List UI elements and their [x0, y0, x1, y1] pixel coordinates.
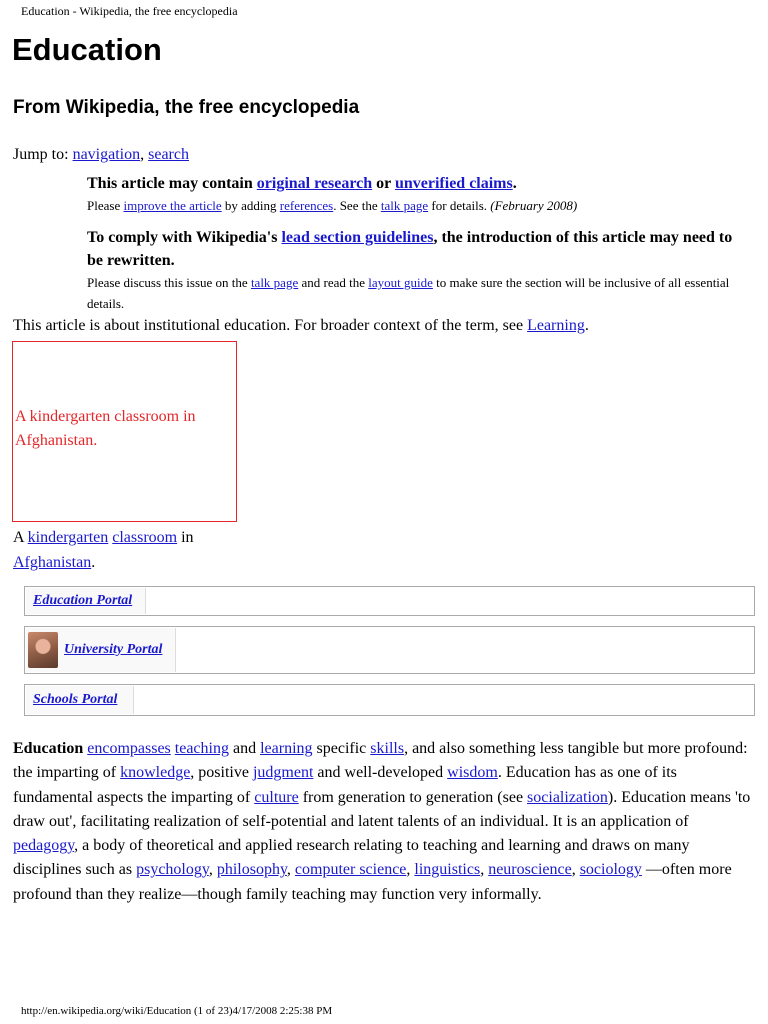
- talk-page-link[interactable]: talk page: [250, 275, 299, 290]
- jump-separator: ,: [140, 146, 149, 163]
- lead-section-guidelines-link[interactable]: lead section guidelines: [281, 229, 434, 246]
- portal-cell: [26, 686, 134, 714]
- paragraph-text: ). Education means 'to draw out', facilitating realization of self-potential and latent talents of an individual. It is an application of: [13, 788, 751, 830]
- paragraph-text: , positive: [190, 764, 253, 782]
- unverified-claims-link[interactable]: unverified claims: [394, 175, 513, 192]
- lead-term: Education: [13, 740, 84, 757]
- education-portal-box: [24, 586, 755, 616]
- computer-science-link[interactable]: computer science: [294, 861, 407, 879]
- university-portal-link[interactable]: University Portal: [64, 642, 163, 657]
- neuroscience-link[interactable]: neuroscience: [488, 861, 572, 879]
- afghanistan-link[interactable]: Afghanistan: [13, 554, 92, 571]
- encompasses-link[interactable]: encompasses: [87, 740, 171, 757]
- university-portal-box: [24, 626, 755, 674]
- notice-heading-text: To comply with Wikipedia's: [87, 229, 282, 246]
- jump-to-bar: [13, 145, 189, 165]
- notice-body: [87, 195, 747, 216]
- notice-body-text: by adding: [221, 198, 280, 213]
- notice-body-text: for details.: [428, 198, 491, 213]
- education-portal-link[interactable]: Education Portal: [33, 593, 133, 608]
- page-subtitle: From Wikipedia, the free encyclopedia: [13, 97, 360, 118]
- browser-title: Education - Wikipedia, the free encyclopedia: [21, 4, 238, 18]
- layout-guide-link[interactable]: layout guide: [368, 275, 433, 290]
- paragraph-text: , and also something less tangible but more profound: the imparting of: [13, 740, 748, 782]
- notice-heading-text: This article may contain: [87, 175, 257, 192]
- paragraph-text: ,: [571, 861, 580, 879]
- paragraph-text: , a body of theoretical and applied research relating to teaching and learning and draws on many disciplines such as: [13, 837, 690, 879]
- caption-text: in: [177, 529, 194, 546]
- judgment-link[interactable]: judgment: [252, 764, 314, 782]
- hatnote-text: .: [584, 317, 589, 334]
- talk-page-link[interactable]: talk page: [380, 198, 429, 213]
- notice-heading-text: .: [512, 175, 517, 192]
- learning-link[interactable]: Learning: [527, 317, 585, 334]
- notice-heading-text: , the introduction of this article may need to be rewritten.: [87, 229, 733, 269]
- paragraph-text: and well-developed: [313, 764, 448, 782]
- references-link[interactable]: references: [279, 198, 334, 213]
- notice-body-text: . See the: [333, 198, 381, 213]
- paragraph-text: from generation to generation (see: [298, 788, 528, 806]
- portal-cell: [26, 628, 176, 672]
- paragraph-text: ,: [406, 861, 415, 879]
- notice-body: [87, 272, 747, 314]
- image-alt-text: A kindergarten classroom in Afghanistan.: [15, 408, 196, 449]
- page-title: Education: [12, 32, 162, 67]
- culture-link[interactable]: culture: [254, 788, 299, 806]
- notice-heading: [87, 226, 747, 272]
- notice-heading-text: or: [372, 175, 395, 192]
- search-link[interactable]: search: [148, 146, 189, 163]
- university-portal-icon[interactable]: [28, 632, 58, 668]
- wisdom-link[interactable]: wisdom: [447, 764, 498, 782]
- improve-article-link[interactable]: improve the article: [123, 198, 222, 213]
- portal-cell: [26, 588, 146, 614]
- hatnote: [13, 316, 589, 336]
- paragraph-text: . Education has as one of its fundamental aspects the imparting of: [13, 764, 677, 806]
- hatnote-text: This article is about institutional education. For broader context of the term, see: [13, 317, 528, 334]
- notice-body-text: and read the: [298, 275, 369, 290]
- schools-portal-link[interactable]: Schools Portal: [33, 692, 118, 707]
- caption-text: .: [91, 554, 96, 571]
- paragraph-text: ,: [480, 861, 489, 879]
- skills-link[interactable]: skills: [370, 740, 405, 757]
- intro-paragraph: [13, 737, 753, 907]
- navigation-link[interactable]: navigation: [72, 146, 141, 163]
- original-research-link[interactable]: original research: [256, 175, 373, 192]
- kindergarten-link[interactable]: kindergarten: [27, 529, 109, 546]
- psychology-link[interactable]: psychology: [136, 861, 209, 879]
- original-research-notice: [87, 172, 747, 216]
- print-footer: http://en.wikipedia.org/wiki/Education (1 of 23)4/17/2008 2:25:38 PM: [21, 1005, 333, 1017]
- paragraph-text: ,: [286, 861, 295, 879]
- paragraph-text: ,: [208, 861, 217, 879]
- notice-body-text: to make sure the section will be inclusive of all essential details.: [87, 275, 730, 311]
- knowledge-link[interactable]: knowledge: [120, 764, 191, 782]
- paragraph-text: and: [228, 740, 261, 757]
- linguistics-link[interactable]: linguistics: [414, 861, 481, 879]
- classroom-link[interactable]: classroom: [112, 529, 178, 546]
- jump-to-label: Jump to:: [13, 146, 73, 163]
- lead-section-notice: [87, 226, 747, 314]
- learning-link[interactable]: learning: [260, 740, 313, 757]
- caption-text: A: [13, 529, 28, 546]
- notice-body-text: Please: [87, 198, 124, 213]
- notice-heading: [87, 172, 747, 195]
- teaching-link[interactable]: teaching: [174, 740, 229, 757]
- philosophy-link[interactable]: philosophy: [216, 861, 287, 879]
- socialization-link[interactable]: socialization: [527, 788, 608, 806]
- schools-portal-box: [24, 684, 755, 716]
- paragraph-text: —often more profound than they realize—though family teaching may function very informally.: [13, 861, 732, 903]
- notice-body-text: Please discuss this issue on the: [87, 275, 251, 290]
- pedagogy-link[interactable]: pedagogy: [13, 837, 75, 855]
- image-caption: [13, 525, 238, 575]
- paragraph-text: specific: [312, 740, 371, 757]
- sociology-link[interactable]: sociology: [579, 861, 642, 879]
- notice-date: (February 2008): [490, 198, 578, 213]
